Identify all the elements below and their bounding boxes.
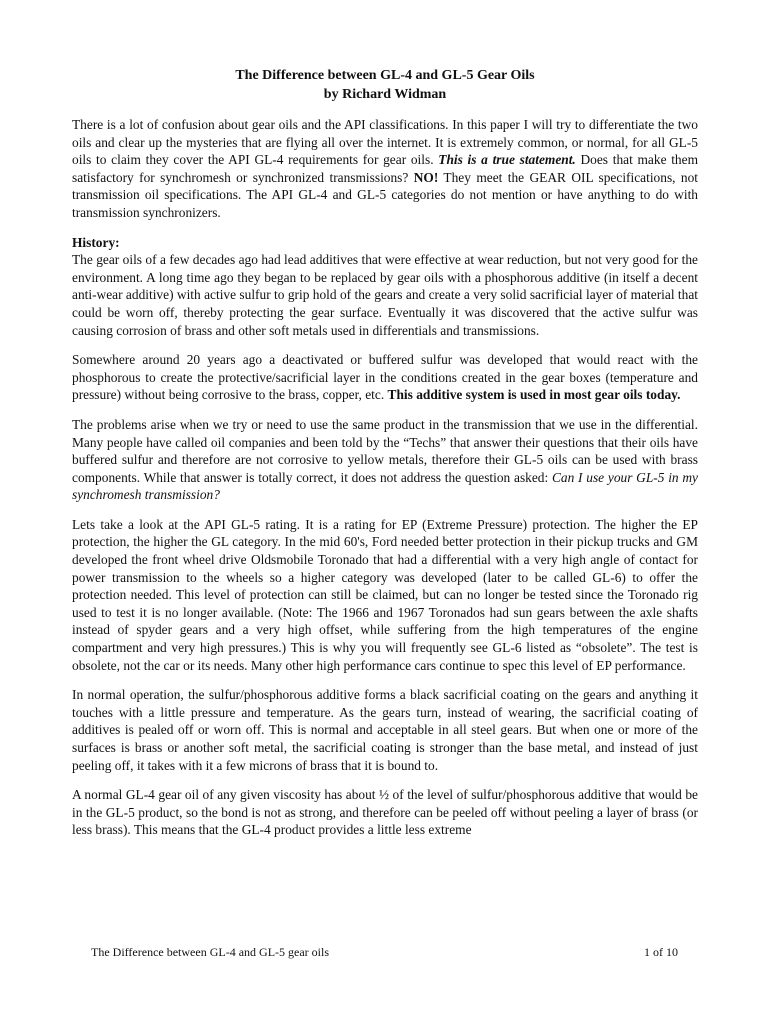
paragraph-normal-operation: In normal operation, the sulfur/phosphorous additive forms a black sacrificial coating on the gears and anything it touches with a little pressure and temperature. As the gears turn, instead of wearing, the sacrificial coating of additives is pealed off or worn off. This is normal and acceptable in all steel gears. But when one or more of the surfaces is brass or another soft metal, the sacrificial coating is stronger than the base metal, and instead of just peeling off, it takes with it a few microns of brass that it is bound to. (72, 687, 698, 773)
paragraph-gl4: A normal GL-4 gear oil of any given viscosity has about ½ of the level of sulfur/phosphorous additive that would be in the GL-5 product, so the bond is not as strong, and therefore can be peeled off without peeling a layer of brass (or less brass). This means that the GL-4 product provides a little less extreme (72, 787, 698, 838)
document-title (72, 66, 698, 104)
emphasis-text: This additive system is used in most gear oils today. (387, 387, 681, 403)
page-footer (91, 944, 678, 960)
paragraph-intro (72, 116, 698, 222)
page-number: 1 of 10 (644, 945, 678, 959)
author-line: by Richard Widman (323, 87, 447, 102)
paragraph-gl5-rating: Lets take a look at the API GL-5 rating. It is a rating for EP (Extreme Pressure) protection. The higher the EP protection, the higher the GL category. In the mid 60's, Ford needed better protection in their pickup trucks and GM developed the front wheel drive Oldsmobile Toronado that had a differential with a very high angle of contact for power transmission to the wheels so a higher category was developed (later to be called GL-6) to offer the protection needed. This level of protection can still be claimed, but can no longer be tested since the Toronado rig used to test it is no longer available. (Note: The 1966 and 1967 Toronados had sun gears between the axle shafts instead of spyder gears and a very high offset, while suffering from the high temperatures of the engine compartment and very high pressures.) This is why you will frequently see GL-6 listed as “obsolete”. The test is obsolete, not the car or its needs. Many other high performance cars continue to spec this level of EP performance. (72, 516, 698, 673)
emphasis-text: NO! (413, 169, 439, 185)
footer-title: The Difference between GL-4 and GL-5 gear oils (91, 945, 330, 959)
paragraph-problems (72, 416, 698, 504)
title-line: The Difference between GL-4 and GL-5 Gear Oils (235, 68, 535, 83)
text-run: Somewhere around 20 years ago a deactivated or buffered sulfur was developed that would react with the phosphorous to create the protective/sacrificial layer in the conditions created in the gear boxes (temperature and pressure) without being corrosive to the brass, copper, etc. (72, 352, 698, 403)
text-run: The problems arise when we try or need to use the same product in the transmission that we use in the differential. Many people have called oil companies and been told by the “Techs” that answer their questions that their oils have buffered sulfur and therefore are not corrosive to yellow metals, therefore their GL-5 oils can be used with brass components. While that answer is totally correct, it does not address the question asked: (72, 416, 698, 485)
text-run: They meet the GEAR OIL specifications, not transmission oil specifications. The API GL-4 and GL-5 categories do not mention or have anything to do with transmission synchronizers. (72, 169, 698, 220)
text-run: Does that make them satisfactory for synchromesh or synchronized transmissions? (72, 152, 698, 185)
emphasis-text: This is a true statement. (438, 152, 576, 168)
paragraph-buffered-sulfur (72, 351, 698, 404)
document-page (72, 66, 698, 851)
section-heading-history: History: (72, 234, 120, 250)
question-text: Can I use your GL-5 in my synchromesh transmission? (72, 469, 698, 503)
text-run: There is a lot of confusion about gear oils and the API classifications. In this paper I will try to differentiate the two oils and clear up the mysteries that are flying all over the internet. It is extremely common, or normal, for all GL-5 oils to claim they cover the API GL-4 requirements for gear oils. (72, 117, 698, 168)
paragraph-history: The gear oils of a few decades ago had lead additives that were effective at wear reduction, but not very good for the environment. A long time ago they began to be replaced by gear oils with a phosphorous additive (in itself a decent anti-wear additive) with active sulfur to grip hold of the gears and create a very solid sacrificial layer of material that could be worn off, thereby protecting the gear surface. Eventually it was discovered that the active sulfur was causing corrosion of brass and other soft metals used in differentials and transmissions. (72, 252, 698, 338)
